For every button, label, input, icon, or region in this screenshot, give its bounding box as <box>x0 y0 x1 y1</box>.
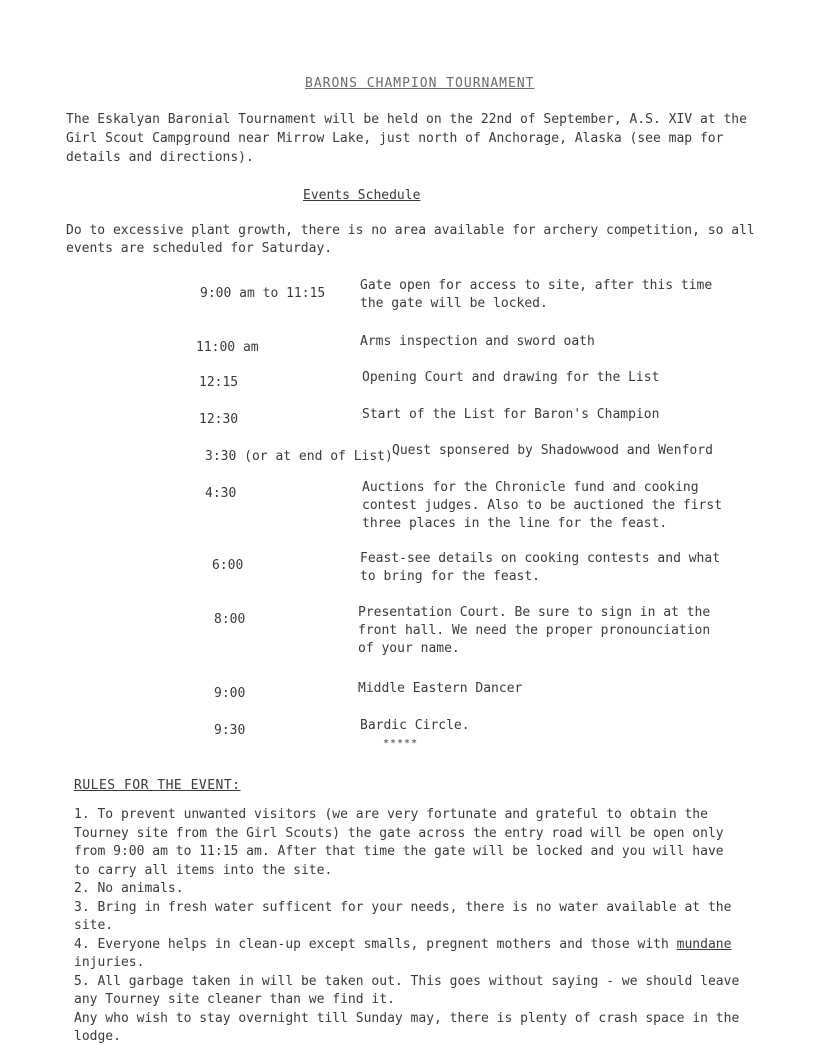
event-time: 11:00 am <box>196 340 259 355</box>
rule-item: 5. All garbage taken in will be taken out. This goes without saying - we should leave any Tourney site cleaner than we find it. <box>74 973 740 1007</box>
event-time: 12:15 <box>199 375 239 390</box>
event-description: Quest sponsered by Shadowwood and Wenford <box>392 443 713 458</box>
event-description: Presentation Court. Be sure to sign in at the front hall. We need the proper pronounciation of your name. <box>358 605 711 656</box>
event-time: 9:30 <box>214 723 246 738</box>
event-description: Arms inspection and sword oath <box>360 334 595 349</box>
rules-list <box>74 806 744 1047</box>
event-time: 6:00 <box>212 558 244 573</box>
event-time: 3:30 (or at end of List) <box>205 449 393 464</box>
schedule-note: Do to excessive plant growth, there is no area available for archery competition, so all events are scheduled for Saturday. <box>66 223 755 256</box>
event-description: Auctions for the Chronicle fund and cooking contest judges. Also to be auctioned the first three places in the line for the feast. <box>362 480 723 531</box>
event-time: 4:30 <box>205 486 237 501</box>
event-description: Start of the List for Baron's Champion <box>362 407 660 422</box>
event-description: Gate open for access to site, after this time the gate will be locked. <box>360 278 713 311</box>
event-time: 12:30 <box>199 412 239 427</box>
stars-divider: ***** <box>383 738 419 749</box>
overnight-note: Any who wish to stay overnight till Sunday may, there is plenty of crash space in the lodge. <box>74 1010 740 1044</box>
rule-item: 2. No animals. <box>74 881 184 896</box>
event-description: Opening Court and drawing for the List <box>362 370 660 385</box>
intro-paragraph: The Eskalyan Baronial Tournament will be held on the 22nd of September, A.S. XIV at the Girl Scout Campground near Mirrow Lake, just north of Anchorage, Alaska (see map for details and directions). <box>66 112 747 165</box>
event-description: Bardic Circle. <box>360 718 470 733</box>
schedule-heading: Events Schedule <box>303 188 421 203</box>
page-title: BARONS CHAMPION TOURNAMENT <box>305 76 535 91</box>
rule-item <box>74 936 744 973</box>
rule-text: 4. Everyone helps in clean-up except smalls, pregnent mothers and those with <box>74 936 669 952</box>
rule-item: 3. Bring in fresh water sufficent for your needs, there is no water available at the site. <box>74 899 732 933</box>
event-time: 9:00 <box>214 686 246 701</box>
event-time: 8:00 <box>214 612 246 627</box>
event-time: 9:00 am to 11:15 <box>200 286 326 301</box>
rule-text: injuries. <box>74 955 145 970</box>
event-description: Middle Eastern Dancer <box>358 681 523 696</box>
event-description: Feast-see details on cooking contests and what to bring for the feast. <box>360 551 721 584</box>
rules-heading: RULES FOR THE EVENT: <box>74 778 241 793</box>
underlined-word: mundane <box>676 936 732 952</box>
rule-item: 1. To prevent unwanted visitors (we are very fortunate and grateful to obtain the Tourney site from the Girl Scouts) the gate across the entry road will be open only from 9:00 am to 11:15 am. After that time the gate will be locked and you will have to carry all items into the site. <box>74 807 724 878</box>
